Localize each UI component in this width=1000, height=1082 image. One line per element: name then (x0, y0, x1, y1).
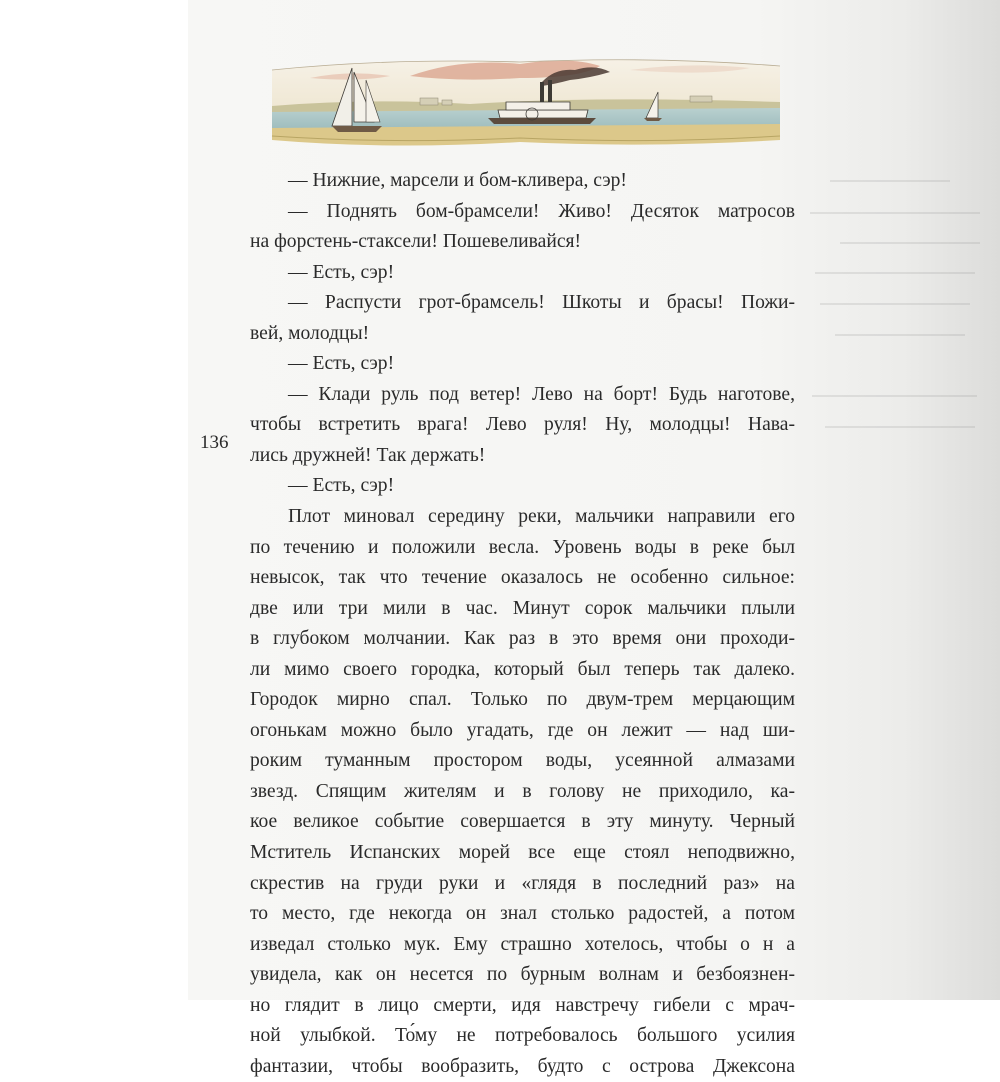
text-line: Городок мирно спал. Только по двум-трем мерцающим (250, 689, 795, 711)
text-line: — Нижние, марсели и бом-кливера, сэр! (288, 170, 627, 191)
text-line: в глубоком молчании. Как раз в это время они проходи- (250, 628, 795, 650)
text-line: на форстень-стаксели! Пошевеливайся! (250, 231, 582, 253)
text-line: скрестив на груди руки и «глядя в последний раз» на (250, 872, 795, 894)
text-line: по течению и положили весла. Уровень воды в реке был (250, 536, 795, 558)
text-line: вей, молодцы! (250, 322, 370, 344)
steamboat-illustration (270, 48, 782, 156)
text-line: лись дружней! Так держать! (250, 444, 486, 466)
text-line: ли мимо своего городка, который был теперь так далеко. (250, 658, 795, 680)
text-line: то место, где некогда он знал столько радостей, а потом (250, 903, 795, 925)
text-line: ной улыбкой. То́му не потребовалось большого усилия (250, 1025, 795, 1047)
text-line: изведал столько мук. Ему страшно хотелось, чтобы о н а (250, 933, 795, 955)
text-line: — Распусти грот-брамсель! Шкоты и брасы! Пожи- (288, 292, 795, 314)
text-line: огонькам можно было угадать, где он лежит — над ши- (250, 719, 795, 741)
text-line: кое великое событие совершается в эту минуту. Черный (250, 811, 795, 833)
text-line: Мститель Испанских морей все еще стоял неподвижно, (250, 842, 795, 864)
text-line: невысок, так что течение оказалось не особенно сильное: (250, 567, 795, 589)
text-line: две или три мили в час. Минут сорок мальчики плыли (250, 597, 795, 619)
text-line: звезд. Спящим жителям и в голову не приходило, ка- (250, 780, 795, 802)
text-line: увидела, как он несется по бурным волнам и безбоязнен- (250, 964, 795, 986)
text-line: — Есть, сэр! (288, 475, 395, 497)
text-line: чтобы встретить врага! Лево руля! Ну, молодцы! Нава- (250, 414, 795, 436)
text-line: — Клади руль под ветер! Лево на борт! Будь наготове, (288, 383, 795, 405)
text-line: — Есть, сэр! (288, 261, 395, 283)
text-line: — Есть, сэр! (288, 353, 395, 375)
text-line: роким туманным простором воды, усеянной алмазами (250, 750, 795, 772)
show-through-text (800, 150, 1000, 1000)
text-line: — Поднять бом-брамсели! Живо! Десяток матросов (288, 200, 795, 222)
body-text (250, 166, 795, 1082)
text-line: фантазии, чтобы вообразить, будто с острова Джексона (250, 1055, 795, 1077)
page-number: 136 (200, 432, 229, 453)
text-line: Плот миновал середину реки, мальчики направили его (288, 506, 795, 528)
text-line: но глядит в лицо смерти, идя навстречу гибели с мрач- (250, 994, 795, 1016)
